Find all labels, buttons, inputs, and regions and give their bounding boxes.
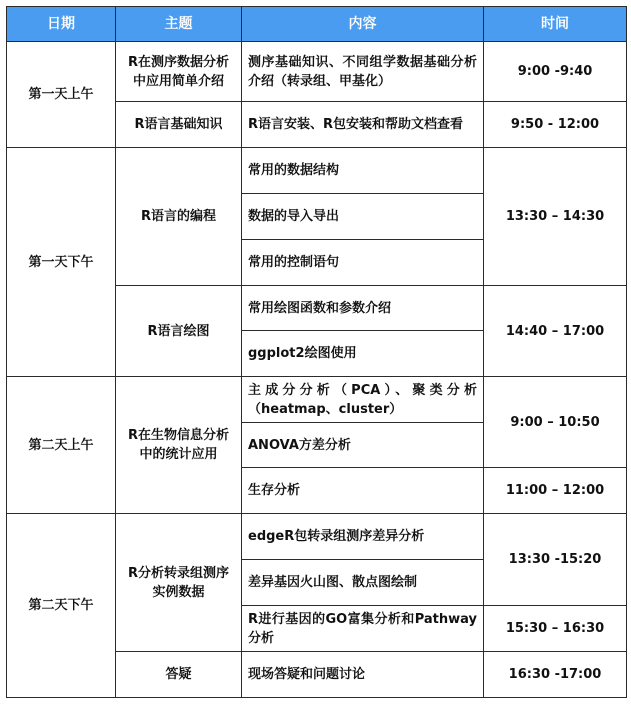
table-row [7, 42, 627, 102]
topic-cell: R在生物信息分析中的统计应用 [116, 377, 242, 514]
content-cell: 常用的控制语句 [242, 240, 484, 286]
header-content: 内容 [242, 7, 484, 42]
content-cell: 生存分析 [242, 468, 484, 514]
content-cell: ANOVA方差分析 [242, 423, 484, 468]
topic-cell: R语言绘图 [116, 286, 242, 377]
topic-cell: R语言基础知识 [116, 102, 242, 148]
header-time: 时间 [484, 7, 627, 42]
header-row [7, 7, 627, 42]
content-cell: edgeR包转录组测序差异分析 [242, 514, 484, 560]
time-cell: 11:00 – 12:00 [484, 468, 627, 514]
content-cell: 主成分分析（PCA）、聚类分析（heatmap、cluster） [242, 377, 484, 423]
content-cell: 测序基础知识、不同组学数据基础分析介绍（转录组、甲基化） [242, 42, 484, 102]
date-cell: 第二天上午 [7, 377, 116, 514]
topic-cell: 答疑 [116, 652, 242, 698]
table-row [7, 514, 627, 560]
topic-cell: R分析转录组测序实例数据 [116, 514, 242, 652]
content-cell: ggplot2绘图使用 [242, 331, 484, 377]
time-cell: 9:00 – 10:50 [484, 377, 627, 468]
content-cell: 数据的导入导出 [242, 194, 484, 240]
topic-cell: R在测序数据分析中应用简单介绍 [116, 42, 242, 102]
date-cell: 第一天上午 [7, 42, 116, 148]
time-cell: 14:40 – 17:00 [484, 286, 627, 377]
table-row [7, 377, 627, 423]
time-cell: 16:30 -17:00 [484, 652, 627, 698]
content-cell: R语言安装、R包安装和帮助文档查看 [242, 102, 484, 148]
content-cell: 差异基因火山图、散点图绘制 [242, 560, 484, 606]
date-cell: 第一天下午 [7, 148, 116, 377]
header-date: 日期 [7, 7, 116, 42]
content-cell: 常用绘图函数和参数介绍 [242, 286, 484, 331]
time-cell: 13:30 -15:20 [484, 514, 627, 606]
table-row [7, 148, 627, 194]
header-topic: 主题 [116, 7, 242, 42]
content-cell: R进行基因的GO富集分析和Pathway分析 [242, 606, 484, 652]
schedule-table [6, 6, 627, 698]
topic-cell: R语言的编程 [116, 148, 242, 286]
time-cell: 9:00 -9:40 [484, 42, 627, 102]
time-cell: 15:30 – 16:30 [484, 606, 627, 652]
time-cell: 9:50 - 12:00 [484, 102, 627, 148]
content-cell: 现场答疑和问题讨论 [242, 652, 484, 698]
date-cell: 第二天下午 [7, 514, 116, 698]
time-cell: 13:30 – 14:30 [484, 148, 627, 286]
content-cell: 常用的数据结构 [242, 148, 484, 194]
